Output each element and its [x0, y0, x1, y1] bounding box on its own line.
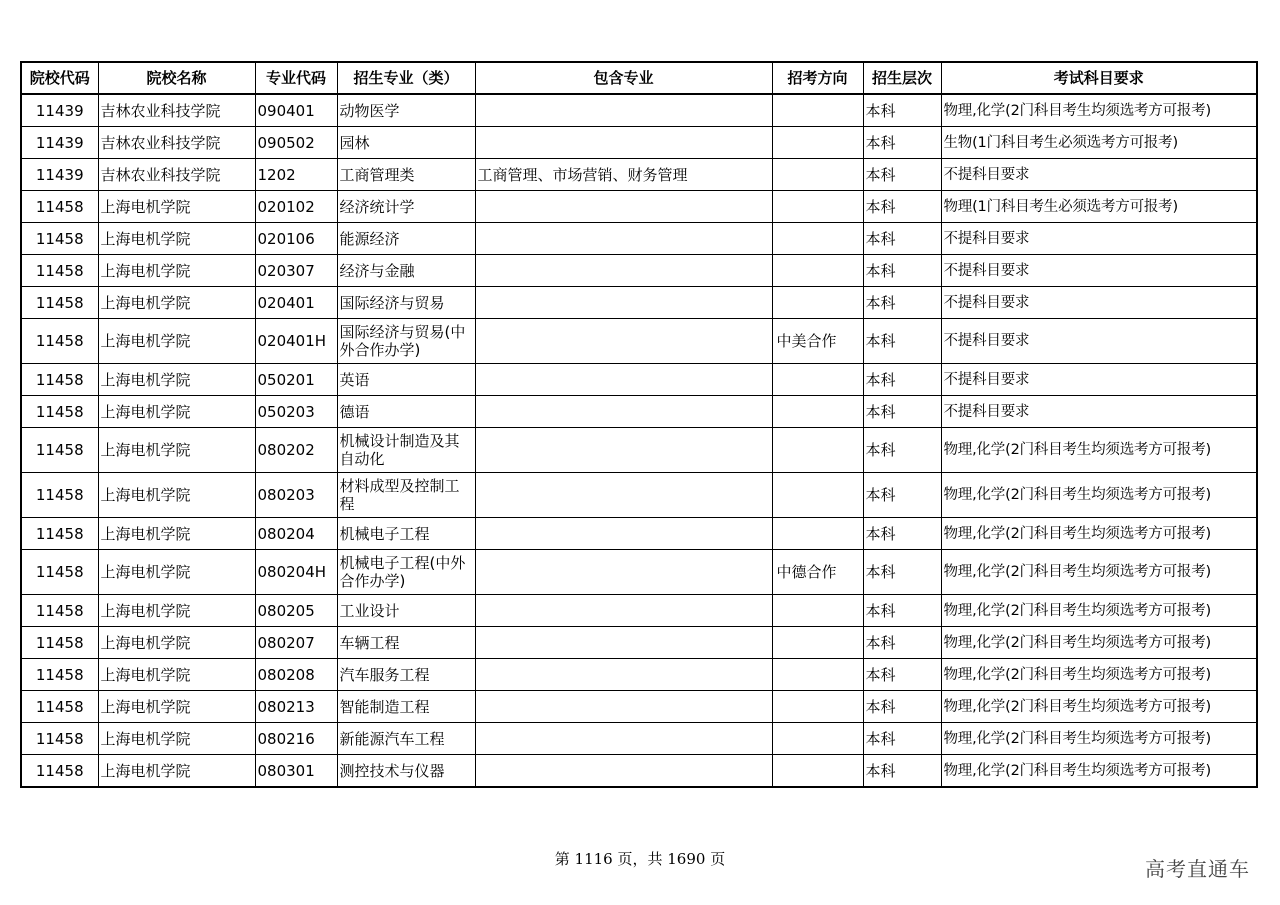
direction-cell [772, 723, 863, 755]
direction-cell [772, 287, 863, 319]
subjects-cell: 不提科目要求 [941, 287, 1257, 319]
level-cell: 本科 [863, 287, 941, 319]
school-name-cell: 上海电机学院 [98, 473, 255, 518]
table-row [21, 428, 1257, 473]
major-code-cell: 020401 [255, 287, 337, 319]
major-cell: 机械电子工程(中外合作办学) [337, 550, 475, 595]
header-level: 招生层次 [863, 62, 941, 94]
school-name-cell: 上海电机学院 [98, 396, 255, 428]
major-code-cell: 080204H [255, 550, 337, 595]
level-cell: 本科 [863, 255, 941, 287]
major-code-cell: 020102 [255, 191, 337, 223]
header-row [21, 62, 1257, 94]
school-code-cell: 11458 [21, 287, 98, 319]
direction-cell [772, 691, 863, 723]
school-code-cell: 11458 [21, 191, 98, 223]
includes-cell [475, 364, 772, 396]
major-cell: 德语 [337, 396, 475, 428]
table-row [21, 223, 1257, 255]
header-direction: 招考方向 [772, 62, 863, 94]
subjects-cell: 物理(1门科目考生必须选考方可报考) [941, 191, 1257, 223]
direction-cell [772, 627, 863, 659]
major-cell: 工商管理类 [337, 159, 475, 191]
school-name-cell: 上海电机学院 [98, 595, 255, 627]
level-cell: 本科 [863, 723, 941, 755]
table-row [21, 473, 1257, 518]
includes-cell [475, 191, 772, 223]
school-name-cell: 上海电机学院 [98, 518, 255, 550]
school-name-cell: 上海电机学院 [98, 550, 255, 595]
level-cell: 本科 [863, 755, 941, 788]
school-code-cell: 11458 [21, 319, 98, 364]
table-row [21, 723, 1257, 755]
school-code-cell: 11458 [21, 550, 98, 595]
subjects-cell: 不提科目要求 [941, 364, 1257, 396]
table-row [21, 627, 1257, 659]
level-cell: 本科 [863, 191, 941, 223]
header-subjects: 考试科目要求 [941, 62, 1257, 94]
table-row [21, 159, 1257, 191]
major-code-cell: 020106 [255, 223, 337, 255]
includes-cell [475, 127, 772, 159]
direction-cell [772, 94, 863, 127]
includes-cell [475, 659, 772, 691]
subjects-cell: 不提科目要求 [941, 396, 1257, 428]
table-row [21, 550, 1257, 595]
major-cell: 动物医学 [337, 94, 475, 127]
includes-cell [475, 428, 772, 473]
major-cell: 国际经济与贸易(中外合作办学) [337, 319, 475, 364]
subjects-cell: 生物(1门科目考生必须选考方可报考) [941, 127, 1257, 159]
direction-cell [772, 191, 863, 223]
includes-cell: 工商管理、市场营销、财务管理 [475, 159, 772, 191]
level-cell: 本科 [863, 518, 941, 550]
level-cell: 本科 [863, 595, 941, 627]
includes-cell [475, 255, 772, 287]
subjects-cell: 物理,化学(2门科目考生均须选考方可报考) [941, 473, 1257, 518]
table-row [21, 127, 1257, 159]
admissions-table [20, 61, 1258, 788]
school-name-cell: 吉林农业科技学院 [98, 94, 255, 127]
school-code-cell: 11458 [21, 723, 98, 755]
school-code-cell: 11458 [21, 473, 98, 518]
major-cell: 测控技术与仪器 [337, 755, 475, 788]
direction-cell [772, 223, 863, 255]
school-name-cell: 上海电机学院 [98, 755, 255, 788]
subjects-cell: 物理,化学(2门科目考生均须选考方可报考) [941, 428, 1257, 473]
includes-cell [475, 473, 772, 518]
school-code-cell: 11458 [21, 223, 98, 255]
major-code-cell: 050201 [255, 364, 337, 396]
major-cell: 国际经济与贸易 [337, 287, 475, 319]
school-name-cell: 上海电机学院 [98, 319, 255, 364]
major-code-cell: 080203 [255, 473, 337, 518]
major-cell: 机械电子工程 [337, 518, 475, 550]
table-row [21, 255, 1257, 287]
watermark-text: 高考直通车 [1145, 857, 1250, 881]
subjects-cell: 物理,化学(2门科目考生均须选考方可报考) [941, 550, 1257, 595]
includes-cell [475, 223, 772, 255]
header-school-name: 院校名称 [98, 62, 255, 94]
major-code-cell: 080205 [255, 595, 337, 627]
level-cell: 本科 [863, 396, 941, 428]
major-code-cell: 020401H [255, 319, 337, 364]
subjects-cell: 不提科目要求 [941, 223, 1257, 255]
major-cell: 工业设计 [337, 595, 475, 627]
table-row [21, 659, 1257, 691]
school-name-cell: 上海电机学院 [98, 364, 255, 396]
includes-cell [475, 518, 772, 550]
school-code-cell: 11458 [21, 364, 98, 396]
school-name-cell: 上海电机学院 [98, 627, 255, 659]
subjects-cell: 物理,化学(2门科目考生均须选考方可报考) [941, 723, 1257, 755]
major-code-cell: 080208 [255, 659, 337, 691]
includes-cell [475, 396, 772, 428]
major-code-cell: 090401 [255, 94, 337, 127]
direction-cell [772, 755, 863, 788]
major-code-cell: 020307 [255, 255, 337, 287]
major-code-cell: 050203 [255, 396, 337, 428]
level-cell: 本科 [863, 473, 941, 518]
major-cell: 机械设计制造及其自动化 [337, 428, 475, 473]
level-cell: 本科 [863, 428, 941, 473]
table-row [21, 364, 1257, 396]
school-name-cell: 上海电机学院 [98, 223, 255, 255]
major-cell: 汽车服务工程 [337, 659, 475, 691]
school-name-cell: 上海电机学院 [98, 659, 255, 691]
school-code-cell: 11439 [21, 94, 98, 127]
table-row [21, 191, 1257, 223]
school-code-cell: 11458 [21, 691, 98, 723]
school-code-cell: 11458 [21, 627, 98, 659]
major-code-cell: 1202 [255, 159, 337, 191]
school-name-cell: 上海电机学院 [98, 428, 255, 473]
subjects-cell: 物理,化学(2门科目考生均须选考方可报考) [941, 595, 1257, 627]
header-major: 招生专业（类） [337, 62, 475, 94]
table-row [21, 94, 1257, 127]
direction-cell [772, 473, 863, 518]
subjects-cell: 不提科目要求 [941, 159, 1257, 191]
school-name-cell: 上海电机学院 [98, 723, 255, 755]
major-code-cell: 080204 [255, 518, 337, 550]
major-code-cell: 080207 [255, 627, 337, 659]
header-includes: 包含专业 [475, 62, 772, 94]
includes-cell [475, 319, 772, 364]
subjects-cell: 不提科目要求 [941, 255, 1257, 287]
page-number: 第 1116 页，共 1690 页 [554, 850, 726, 868]
level-cell: 本科 [863, 127, 941, 159]
level-cell: 本科 [863, 627, 941, 659]
subjects-cell: 物理,化学(2门科目考生均须选考方可报考) [941, 627, 1257, 659]
major-code-cell: 080213 [255, 691, 337, 723]
major-cell: 智能制造工程 [337, 691, 475, 723]
school-code-cell: 11458 [21, 255, 98, 287]
major-cell: 园林 [337, 127, 475, 159]
school-code-cell: 11458 [21, 396, 98, 428]
school-code-cell: 11458 [21, 755, 98, 788]
direction-cell [772, 127, 863, 159]
direction-cell [772, 159, 863, 191]
level-cell: 本科 [863, 319, 941, 364]
school-name-cell: 上海电机学院 [98, 287, 255, 319]
subjects-cell: 不提科目要求 [941, 319, 1257, 364]
major-cell: 能源经济 [337, 223, 475, 255]
table-row [21, 755, 1257, 788]
direction-cell: 中美合作 [772, 319, 863, 364]
table-row [21, 319, 1257, 364]
level-cell: 本科 [863, 94, 941, 127]
major-cell: 经济与金融 [337, 255, 475, 287]
header-major-code: 专业代码 [255, 62, 337, 94]
includes-cell [475, 94, 772, 127]
major-code-cell: 080216 [255, 723, 337, 755]
includes-cell [475, 755, 772, 788]
includes-cell [475, 723, 772, 755]
school-code-cell: 11439 [21, 127, 98, 159]
direction-cell [772, 396, 863, 428]
subjects-cell: 物理,化学(2门科目考生均须选考方可报考) [941, 755, 1257, 788]
direction-cell [772, 595, 863, 627]
level-cell: 本科 [863, 364, 941, 396]
school-name-cell: 上海电机学院 [98, 255, 255, 287]
major-cell: 新能源汽车工程 [337, 723, 475, 755]
school-name-cell: 吉林农业科技学院 [98, 127, 255, 159]
direction-cell: 中德合作 [772, 550, 863, 595]
direction-cell [772, 428, 863, 473]
subjects-cell: 物理,化学(2门科目考生均须选考方可报考) [941, 691, 1257, 723]
level-cell: 本科 [863, 550, 941, 595]
table-row [21, 518, 1257, 550]
level-cell: 本科 [863, 659, 941, 691]
subjects-cell: 物理,化学(2门科目考生均须选考方可报考) [941, 659, 1257, 691]
major-cell: 材料成型及控制工程 [337, 473, 475, 518]
direction-cell [772, 364, 863, 396]
school-code-cell: 11458 [21, 659, 98, 691]
major-code-cell: 090502 [255, 127, 337, 159]
includes-cell [475, 287, 772, 319]
major-cell: 英语 [337, 364, 475, 396]
school-code-cell: 11458 [21, 428, 98, 473]
includes-cell [475, 595, 772, 627]
school-name-cell: 吉林农业科技学院 [98, 159, 255, 191]
major-cell: 经济统计学 [337, 191, 475, 223]
table-row [21, 287, 1257, 319]
includes-cell [475, 550, 772, 595]
header-school-code: 院校代码 [21, 62, 98, 94]
major-cell: 车辆工程 [337, 627, 475, 659]
subjects-cell: 物理,化学(2门科目考生均须选考方可报考) [941, 518, 1257, 550]
level-cell: 本科 [863, 159, 941, 191]
direction-cell [772, 255, 863, 287]
table-row [21, 396, 1257, 428]
major-code-cell: 080301 [255, 755, 337, 788]
includes-cell [475, 691, 772, 723]
table-row [21, 691, 1257, 723]
level-cell: 本科 [863, 223, 941, 255]
subjects-cell: 物理,化学(2门科目考生均须选考方可报考) [941, 94, 1257, 127]
school-name-cell: 上海电机学院 [98, 691, 255, 723]
school-code-cell: 11458 [21, 518, 98, 550]
direction-cell [772, 518, 863, 550]
school-code-cell: 11439 [21, 159, 98, 191]
table-row [21, 595, 1257, 627]
level-cell: 本科 [863, 691, 941, 723]
school-code-cell: 11458 [21, 595, 98, 627]
direction-cell [772, 659, 863, 691]
major-code-cell: 080202 [255, 428, 337, 473]
includes-cell [475, 627, 772, 659]
school-name-cell: 上海电机学院 [98, 191, 255, 223]
